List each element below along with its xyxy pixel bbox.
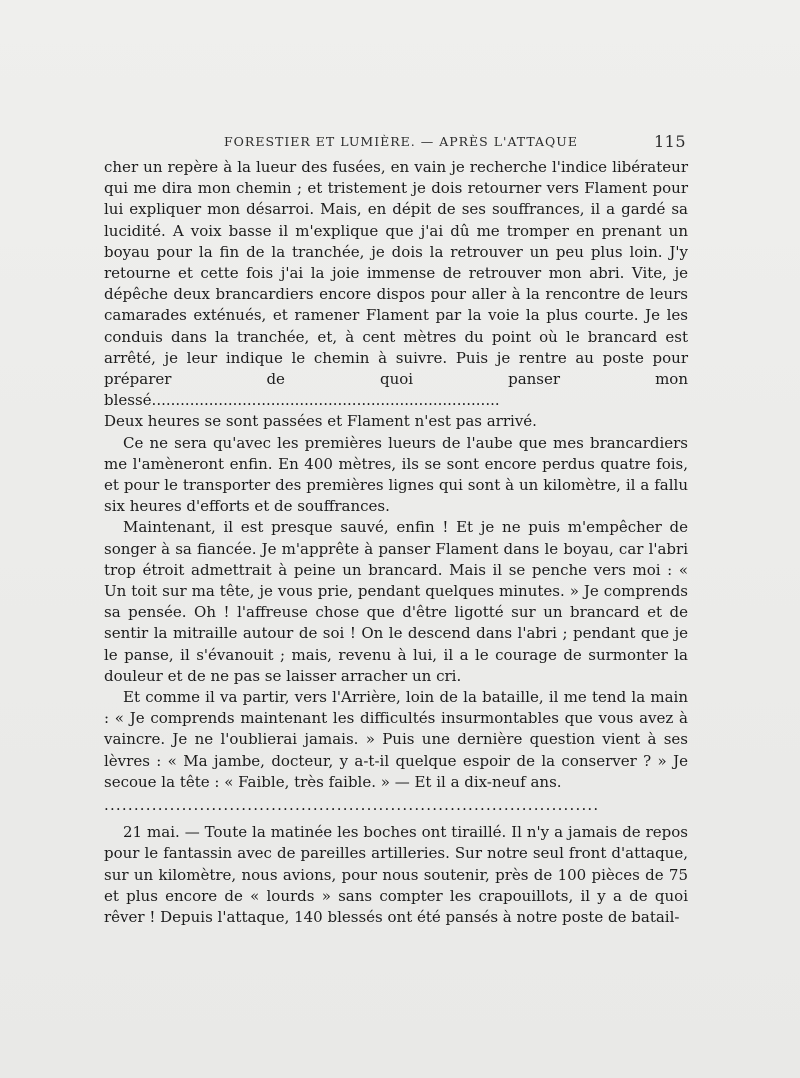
page-header — [104, 130, 688, 154]
section-separator: ................................................................................... — [104, 796, 600, 815]
diary-entry: 21 mai. — Toute la matinée les boches ont tiraillé. Il n'y a jamais de repos pour le fantassin avec de pareilles artilleries. Sur notre seul front d'attaque, sur un kilomètre, nous avions, pour nous soutenir, près de 100 pièces de 75 et plus encore de « lourds » sans compter les crapouillots, il y a de quoi rêver ! Depuis l'attaque, 140 blessés ont été pansés à notre poste de batail- — [104, 823, 688, 927]
running-head: FORESTIER ET LUMIÈRE. — APRÈS L'ATTAQUE — [224, 134, 578, 149]
paragraph: Ce ne sera qu'avec les premières lueurs de l'aube que mes brancardiers me l'amèneront enfin. En 400 mètres, ils se sont encore perdus quatre fois, et pour le transporter des premières lignes qui sont à un kilomètre, il a fallu six heures d'efforts et de souffrances. — [104, 433, 688, 516]
paragraph: Maintenant, il est presque sauvé, enfin ! Et je ne puis m'empêcher de songer à sa fiancée. Je m'apprête à panser Flament dans le boyau, car l'abri trop étroit admettrait à peine un brancard. Mais il se penche vers moi : « Un toit sur ma tête, je vous prie, pendant quelques minutes. » Je comprends sa pensée. Oh ! l'affreuse chose que d'être ligotté sur un brancard et de sentir la mitraille autour de soi ! On le descend dans l'abri ; pendant que je le panse, il s'évanouit ; mais, revenu à lui, il a le courage de surmonter la douleur et de ne pas se laisser arracher un cri. — [104, 518, 688, 685]
paragraph-continuation: cher un repère à la lueur des fusées, en vain je recherche l'indice libérateur qui me dira mon chemin ; et tristement je dois retourner vers Flament pour lui expliquer mon désarroi. Mais, en dépit de ses souffrances, il a gardé sa lucidité. A voix basse il m'explique que j'ai dû me tromper en prenant un boyau pour la fin de la tranchée, je dois la retrouver un peu plus loin. J'y retourne et cette fois j'ai la joie immense de retrouver mon abri. Vite, je dépêche deux brancardiers encore dispos pour aller à la rencontre de leurs camarades exténués, et ramener Flament par la voie la plus courte. Je les conduis dans la tranchée, et, à cent mètres du point où le brancard est arrêté, je leur indique le chemin à suivre. Puis je rentre au poste pour préparer de quoi panser mon blessé......................................................................... — [104, 158, 688, 410]
paragraph: Et comme il va partir, vers l'Arrière, loin de la bataille, il me tend la main : « Je comprends maintenant les difficultés insurmontables que vous avez à vaincre. Je ne l'oublierai jamais. » Puis une dernière question vient à ses lèvres : « Ma jambe, docteur, y a-t-il quelque espoir de la conserver ? » Je secoue la tête : « Faible, très faible. » — Et il a dix-neuf ans. — [104, 688, 688, 791]
body-text — [104, 157, 688, 928]
page-number: 115 — [653, 132, 686, 151]
paragraph: Deux heures se sont passées et Flament n'est pas arrivé. — [104, 412, 537, 431]
